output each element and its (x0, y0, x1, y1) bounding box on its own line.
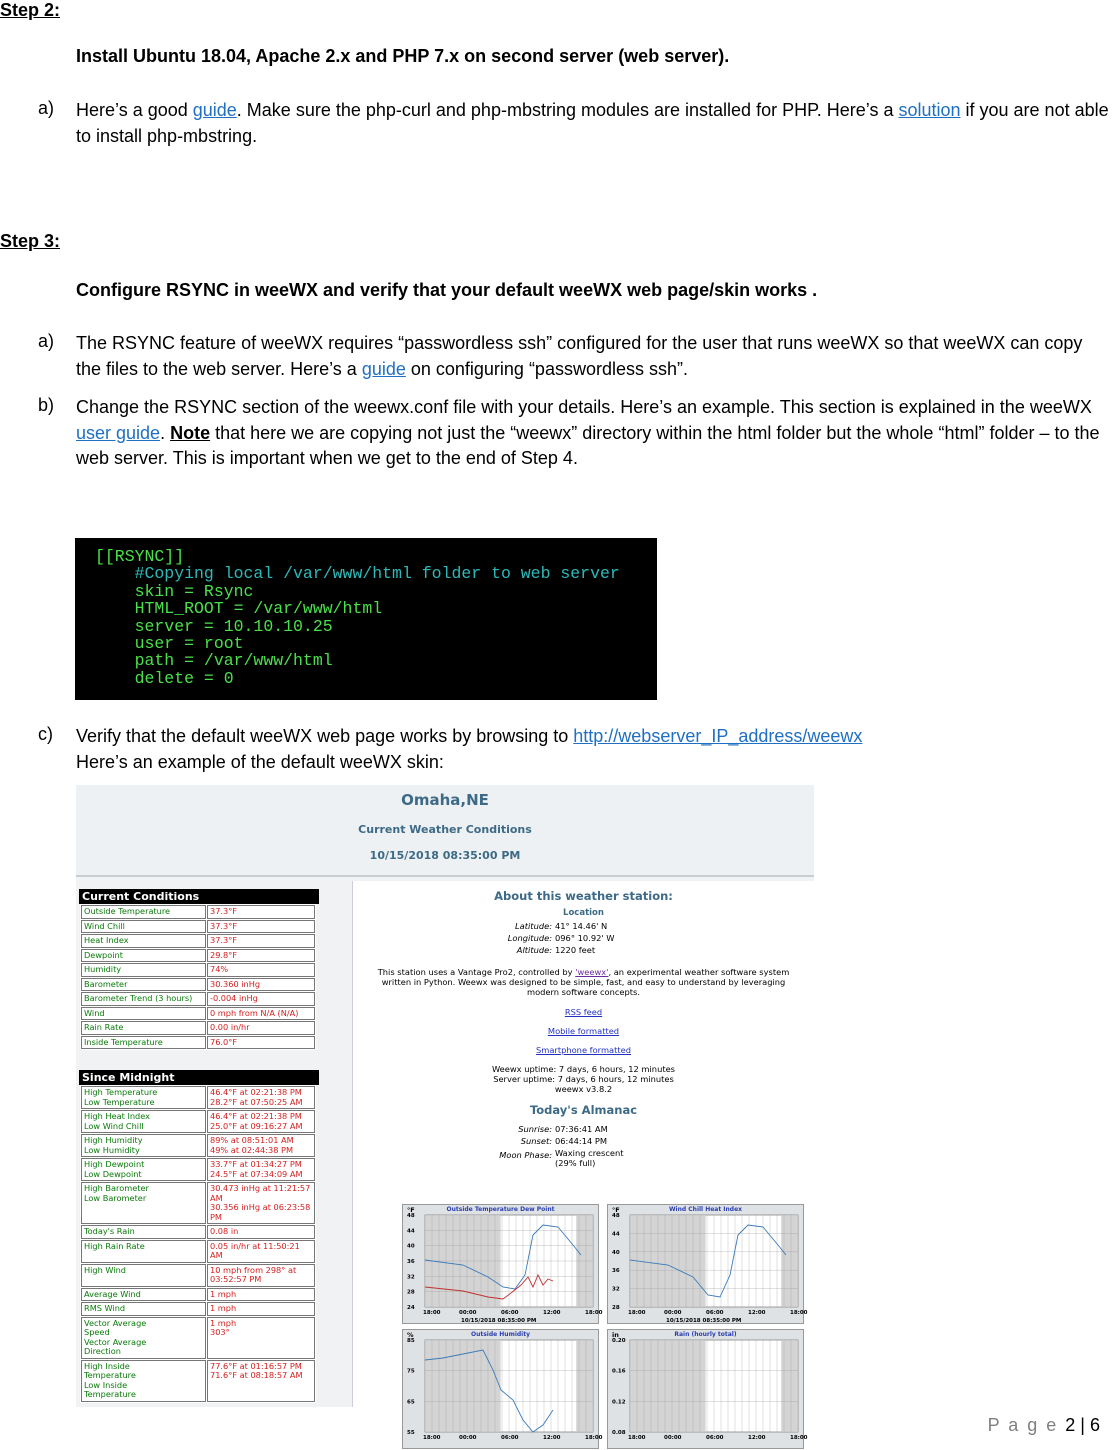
sunrise-label: Sunrise: (518, 1124, 552, 1134)
table-row (81, 1288, 315, 1302)
step3-a-text (76, 331, 1112, 382)
x-tick-label: 18:00 (585, 1435, 603, 1441)
page-number: 2 | 6 (1065, 1415, 1100, 1435)
table-row (81, 1134, 315, 1157)
server-uptime: Server uptime: 7 days, 6 hours, 12 minutes (493, 1074, 674, 1084)
row-label: Today's Rain (81, 1225, 206, 1239)
term-line: skin = Rsync (95, 581, 254, 601)
row-label: Humidity (81, 963, 206, 977)
table-row (81, 949, 315, 963)
row-value: 30.473 inHg at 11:21:57 AM 30.356 inHg at 06:23:58 PM (207, 1182, 315, 1224)
y-tick-label: 0.08 (612, 1430, 626, 1436)
x-tick-label: 18:00 (628, 1435, 646, 1441)
smartphone-formatted-link[interactable]: Smartphone formatted (535, 1045, 631, 1055)
skin-right-column (352, 881, 814, 1441)
mobile-formatted-link[interactable]: Mobile formatted (547, 1026, 620, 1036)
row-value: 0.00 in/hr (207, 1021, 315, 1035)
current-conditions-title: Current Conditions (79, 889, 319, 904)
x-tick-label: 12:00 (543, 1435, 561, 1441)
row-value: -0.004 inHg (207, 992, 315, 1006)
row-value: 10 mph from 298° at 03:52:57 PM (207, 1264, 315, 1287)
step3-b-text (76, 395, 1112, 472)
table-row (81, 934, 315, 948)
x-tick-label: 06:00 (501, 1310, 519, 1316)
y-tick-label: 0.20 (612, 1338, 626, 1344)
weewx-link[interactable]: 'weewx' (575, 967, 609, 977)
y-tick-label: 48 (407, 1213, 415, 1219)
row-value: 46.4°F at 02:21:38 PM 25.0°F at 09:16:27 AM (207, 1110, 315, 1133)
step3-c-t1: Verify that the default weeWX web page works by browsing to (76, 726, 574, 746)
since-midnight-table (80, 1085, 316, 1403)
y-tick-label: 36 (612, 1268, 620, 1275)
sunset-value: 06:44:14 PM (555, 1136, 608, 1146)
y-tick-label: 28 (612, 1305, 620, 1311)
skin-location: Omaha,NE (401, 791, 489, 809)
y-tick-label: 28 (407, 1289, 415, 1296)
y-tick-label: 32 (407, 1274, 415, 1281)
table-row (81, 1264, 315, 1287)
weewx-uptime: Weewx uptime: 7 days, 6 hours, 12 minutes (491, 1064, 676, 1074)
user-guide-link[interactable]: user guide (76, 422, 161, 443)
step3-b-t1: Change the RSYNC section of the weewx.conf file with your details. Here’s an example. This section is explained in the weeWX (76, 397, 1092, 417)
x-tick-label: 18:00 (790, 1310, 808, 1316)
table-row (81, 1182, 315, 1224)
row-label: High Rain Rate (81, 1240, 206, 1263)
moon-phase: Waxing crescent (555, 1148, 624, 1158)
rss-feed-link[interactable]: RSS feed (564, 1007, 603, 1017)
longitude-label: Longitude: (507, 933, 552, 943)
row-label: High Heat Index Low Wind Chill (81, 1110, 206, 1133)
x-tick-label: 18:00 (423, 1435, 441, 1441)
row-value: 0.08 in (207, 1225, 315, 1239)
moon-value (555, 1148, 624, 1168)
skin-left-column (79, 889, 319, 1403)
uptime-info (353, 1064, 814, 1094)
weewx-skin-screenshot (76, 785, 814, 1441)
step2-heading: Step 2: (0, 0, 61, 20)
row-label: Dewpoint (81, 949, 206, 963)
row-label: High Temperature Low Temperature (81, 1086, 206, 1109)
table-row (81, 1317, 315, 1359)
step2-subheading: Install Ubuntu 18.04, Apache 2.x and PHP 7.x on second server (web server). (76, 46, 730, 66)
step2-a-t3: if you are not able to install php-mbstring. (76, 100, 1109, 146)
solution-link[interactable]: solution (898, 100, 961, 120)
webserver-url-link[interactable]: http://webserver_IP_address/weewx (573, 726, 863, 746)
row-label: High Dewpoint Low Dewpoint (81, 1158, 206, 1181)
row-value: 1 mph 303° (207, 1317, 315, 1359)
y-tick-label: 36 (407, 1259, 415, 1265)
x-tick-label: 18:00 (423, 1310, 441, 1316)
row-value: 37.3°F (207, 934, 315, 948)
y-tick-label: 75 (407, 1368, 415, 1375)
skin-subtitle: Current Weather Conditions (358, 823, 532, 836)
term-line: path = /var/www/html (95, 651, 333, 671)
weather-plot (402, 1329, 603, 1449)
desc-part1: This station uses a Vantage Pro2, controlled by (377, 967, 576, 977)
row-label: Wind Chill (81, 920, 206, 934)
weather-plot (607, 1329, 808, 1449)
step3-c-t2: Here’s an example of the default weeWX skin: (76, 751, 444, 772)
station-description (353, 967, 814, 997)
moon-label: Moon Phase: (499, 1150, 552, 1160)
row-label: Barometer (81, 978, 206, 992)
step3-b-t3: that here we are copying not just the “weewx” directory within the html folder but the whole “html” folder – to the web server. This is important when we get to the end of Step 4. (76, 422, 1100, 468)
x-tick-label: 12:00 (748, 1310, 766, 1316)
row-label: High Inside Temperature Low Inside Temperature (81, 1360, 206, 1402)
since-midnight-title: Since Midnight (79, 1070, 319, 1085)
row-label: Rain Rate (81, 1021, 206, 1035)
term-line: server = 10.10.10.25 (95, 616, 333, 636)
row-label: Wind (81, 1007, 206, 1021)
weather-plot (607, 1204, 808, 1324)
weather-plot (402, 1204, 603, 1324)
table-row (81, 1036, 315, 1050)
plot-unit: °F (612, 1206, 620, 1214)
row-label: Barometer Trend (3 hours) (81, 992, 206, 1006)
term-line: user = root (95, 634, 244, 654)
step3-c-label: c) (38, 724, 53, 744)
plot-date: 10/15/2018 08:35:00 PM (666, 1318, 742, 1324)
table-row (81, 978, 315, 992)
page-word: P a g e (987, 1415, 1059, 1435)
skin-header (76, 785, 814, 877)
y-tick-label: 32 (612, 1286, 620, 1293)
table-row (81, 1225, 315, 1239)
moon-full: (29% full) (555, 1158, 596, 1168)
altitude-value: 1220 feet (555, 945, 596, 955)
ssh-guide-link[interactable]: guide (361, 358, 406, 379)
guide-link[interactable]: guide (192, 100, 237, 120)
term-line: #Copying local /var/www/html folder to web server (95, 564, 620, 584)
row-value: 46.4°F at 02:21:38 PM 28.2°F at 07:50:25 AM (207, 1086, 315, 1109)
x-tick-label: 12:00 (748, 1435, 766, 1441)
about-title: About this weather station: (494, 889, 673, 903)
row-value: 77.6°F at 01:16:57 PM 71.6°F at 08:18:57 AM (207, 1360, 315, 1402)
row-label: Vector Average Speed Vector Average Direction (81, 1317, 206, 1359)
table-row (81, 963, 315, 977)
table-row (81, 1007, 315, 1021)
row-value: 33.7°F at 01:34:27 PM 24.5°F at 07:34:09 AM (207, 1158, 315, 1181)
current-conditions-table (80, 904, 316, 1050)
page-footer (988, 1415, 1100, 1436)
row-value: 76.0°F (207, 1036, 315, 1050)
x-tick-label: 00:00 (459, 1310, 477, 1316)
x-tick-label: 06:00 (501, 1435, 519, 1441)
x-tick-label: 12:00 (543, 1310, 561, 1316)
x-tick-label: 00:00 (459, 1435, 477, 1441)
plot-title: Outside Humidity (470, 1331, 531, 1338)
x-tick-label: 18:00 (628, 1310, 646, 1316)
step3-a-t1: The RSYNC feature of weeWX requires “passwordless ssh” configured for the user that runs weeWX so that weeWX can copy the files to the web server. Here’s a (76, 333, 1083, 379)
table-row (81, 920, 315, 934)
table-row (81, 1302, 315, 1316)
x-tick-label: 00:00 (664, 1310, 682, 1316)
step3-c-text (76, 724, 1112, 775)
x-tick-label: 18:00 (585, 1310, 603, 1316)
row-label: Inside Temperature (81, 1036, 206, 1050)
sunrise-value: 07:36:41 AM (555, 1124, 608, 1134)
row-value: 1 mph (207, 1288, 315, 1302)
desc-part3: written in Python. Weewx was designed to be simple, fast, and easy to understand by leveraging (381, 977, 786, 987)
almanac-title: Today's Almanac (529, 1103, 638, 1117)
row-value: 1 mph (207, 1302, 315, 1316)
row-value: 89% at 08:51:01 AM 49% at 02:44:38 PM (207, 1134, 315, 1157)
row-label: Outside Temperature (81, 905, 206, 919)
skin-datetime: 10/15/2018 08:35:00 PM (369, 849, 521, 862)
row-value: 30.360 inHg (207, 978, 315, 992)
y-tick-label: 24 (407, 1305, 415, 1311)
term-line: [[RSYNC]] (95, 547, 185, 566)
row-value: 0.05 in/hr at 11:50:21 AM (207, 1240, 315, 1263)
y-tick-label: 40 (612, 1249, 620, 1256)
row-label: High Wind (81, 1264, 206, 1287)
step2-a-t1: Here’s a good (76, 100, 193, 120)
x-tick-label: 06:00 (706, 1435, 724, 1441)
location-label: Location (563, 908, 604, 918)
step3-b-t2: . (160, 422, 171, 443)
row-label: High Humidity Low Humidity (81, 1134, 206, 1157)
plot-title: Outside Temperature Dew Point (446, 1206, 555, 1213)
step2-a-label: a) (38, 98, 55, 118)
step3-b-label: b) (38, 395, 55, 415)
x-tick-label: 00:00 (664, 1435, 682, 1441)
y-tick-label: 65 (407, 1399, 415, 1406)
latitude-label: Latitude: (515, 921, 552, 931)
table-row (81, 905, 315, 919)
y-tick-label: 48 (612, 1213, 620, 1219)
y-tick-label: 40 (407, 1243, 415, 1250)
step3-a-t2: on configuring “passwordless ssh”. (405, 358, 688, 379)
x-tick-label: 18:00 (790, 1435, 808, 1441)
plot-date: 10/15/2018 08:35:00 PM (461, 1318, 537, 1324)
step3-heading: Step 3: (0, 231, 61, 251)
row-label: RMS Wind (81, 1302, 206, 1316)
step3-subheading: Configure RSYNC in weeWX and verify that your default weeWX web page/skin works . (76, 280, 818, 300)
y-tick-label: 55 (407, 1430, 415, 1436)
plot-title: Rain (hourly total) (674, 1331, 737, 1338)
y-tick-label: 0.12 (612, 1399, 626, 1406)
rsync-config-terminal (75, 538, 657, 700)
altitude-label: Altitude: (516, 945, 552, 955)
row-value: 37.3°F (207, 905, 315, 919)
table-row (81, 1158, 315, 1181)
row-label: Average Wind (81, 1288, 206, 1302)
row-label: High Barometer Low Barometer (81, 1182, 206, 1224)
desc-part4: modern software concepts. (526, 987, 640, 997)
step2-a-text (76, 98, 1112, 149)
plot-unit: °F (407, 1206, 415, 1214)
plot-unit: in (612, 1331, 619, 1339)
table-row (81, 1021, 315, 1035)
table-row (81, 1086, 315, 1109)
table-row (81, 1110, 315, 1133)
row-value: 37.3°F (207, 920, 315, 934)
desc-part2: , an experimental weather software system (608, 967, 790, 977)
longitude-value: 096° 10.92' W (555, 933, 615, 943)
table-row (81, 1240, 315, 1263)
y-tick-label: 85 (407, 1338, 415, 1344)
row-value: 29.8°F (207, 949, 315, 963)
term-line: delete = 0 (95, 668, 234, 688)
weewx-version: weewx v3.8.2 (554, 1084, 613, 1094)
plot-unit: % (407, 1331, 414, 1339)
row-value: 74% (207, 963, 315, 977)
sunset-label: Sunset: (520, 1136, 552, 1146)
note-label: Note (170, 422, 211, 443)
table-row (81, 1360, 315, 1402)
y-tick-label: 44 (407, 1228, 415, 1235)
latitude-value: 41° 14.46' N (555, 921, 608, 931)
term-line: HTML_ROOT = /var/www/html (95, 599, 383, 619)
row-value: 0 mph from N/A (N/A) (207, 1007, 315, 1021)
y-tick-label: 0.16 (612, 1368, 626, 1375)
row-label: Heat Index (81, 934, 206, 948)
step3-a-label: a) (38, 331, 55, 351)
x-tick-label: 06:00 (706, 1310, 724, 1316)
step2-a-t2: . Make sure the php-curl and php-mbstring modules are installed for PHP. Here’s a (236, 100, 899, 120)
plot-title: Wind Chill Heat Index (668, 1206, 743, 1213)
table-row (81, 992, 315, 1006)
y-tick-label: 44 (612, 1231, 620, 1238)
